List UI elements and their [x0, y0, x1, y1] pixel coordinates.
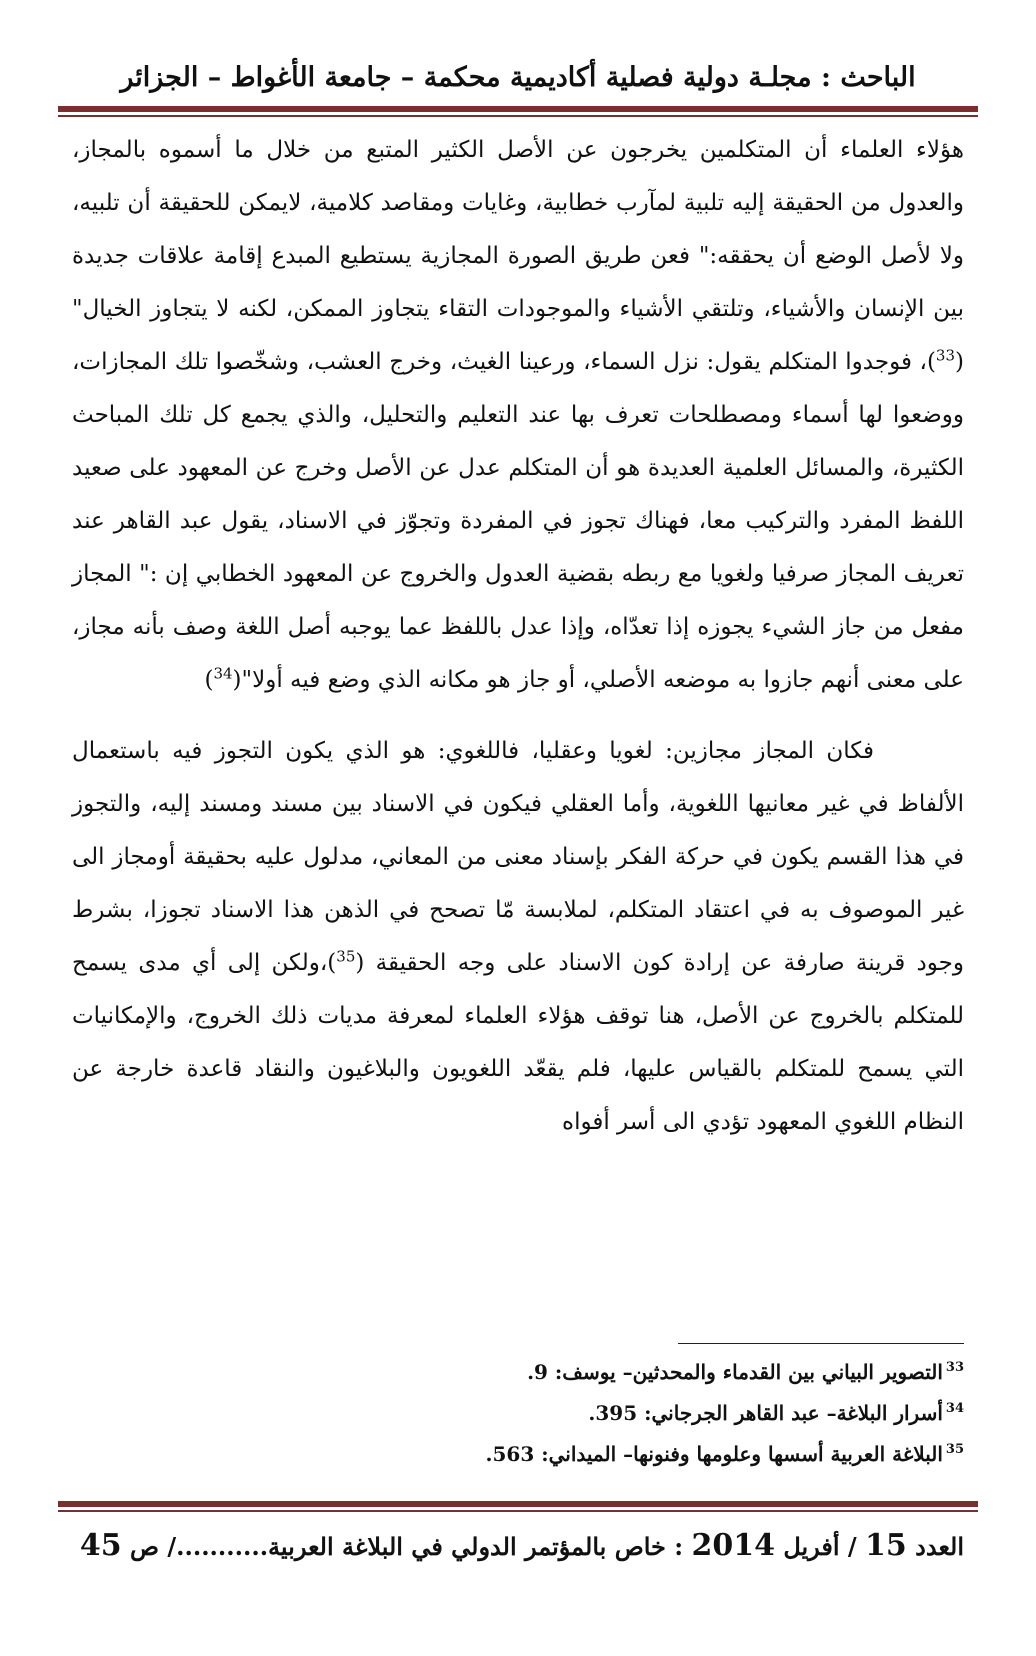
- header-rule-thick: [58, 106, 978, 112]
- footer-rule-thin: [58, 1510, 978, 1512]
- paragraph-2: [72, 725, 964, 1149]
- text-run: فكان المجاز مجازين: لغويا وعقليا، فاللغوي: هو الذي يكون التجوز فيه باستعمال الألفاظ في غير معانيها اللغوية، وأما العقلي فيكون في الاسناد بين مسند ومسند إليه، والتجوز في هذا القسم يكون في حركة الفكر بإسناد معنى من المعاني، مدلول عليه بحقيقة أومجاز الى غير الموصوف به في اعتقاد المتكلم، لملابسة مّا تصحح في الذهن هذا الاسناد تجوزا، بشرط وجود قرينة صارفة عن إرادة كون الاسناد على وجه الحقيقة (: [72, 738, 964, 976]
- footnote-reference[interactable]: 33: [935, 346, 956, 365]
- footnote-item: [72, 1393, 964, 1434]
- footnote-number: 35: [945, 1442, 964, 1458]
- footnote-item: [72, 1434, 964, 1475]
- journal-header: الباحث : مجلـة دولية فصلية أكاديمية محكمة – جامعة الأغواط – الجزائر: [120, 62, 916, 93]
- text-run: هؤلاء العلماء أن المتكلمين يخرجون عن الأصل الكثير المتبع من خلال ما أسموه بالمجاز، والعدول من الحقيقة إليه تلبية لمآرب خطابية، وغايات ومقاصد كلامية، لايمكن للحقيقة أن تلبيه، ولا لأصل الوضع أن يحققه:" فعن طريق الصورة المجازية يستطيع المبدع إقامة علاقات جديدة بين الإنسان والأشياء، وتلتقي الأشياء والموجودات التقاء يتجاوز الممكن، لكنه لا يتجاوز الخيال"(: [72, 137, 964, 375]
- footnote-text: التصوير البياني بين القدماء والمحدثين– يوسف: 9.: [527, 1360, 943, 1384]
- footnote-number: 33: [945, 1360, 964, 1376]
- text-run: )، فوجدوا المتكلم يقول: نزل السماء، ورعينا الغيث، وخرج العشب، وشخّصوا تلك المجازات، ووضعوا لها أسماء ومصطلحات تعرف بها عند التعليم والتحليل، والذي يجمع كل تلك المباحث الكثيرة، والمسائل العلمية العديدة هو أن المتكلم عدل عن الأصل وخرج عن المعهود على صعيد اللفظ المفرد والتركيب معا، فهناك تجوز في المفردة وتجوّز في الاسناد، يقول عبد القاهر عند تعريف المجاز صرفيا ولغويا مع ربطه بقضية العدول والخروج عن المعهود الخطابي إن :" المجاز مفعل من جاز الشيء يجوزه إذا تعدّاه، وإذا عدل باللفظ عما يوجبه أصل اللغة وصف بأنه مجاز، على معنى أنهم جازوا به موضعه الأصلي، أو جاز هو مكانه الذي وضع فيه أولا"(: [72, 349, 964, 693]
- footnote-text: أسرار البلاغة– عبد القاهر الجرجاني: 395.: [588, 1401, 943, 1425]
- text-run: )،ولكن إلى أي مدى يسمح للمتكلم بالخروج عن الأصل، هنا توقف هؤلاء العلماء لمعرفة مديات ذلك الخروج، والإمكانيات التي يسمح للمتكلم بالقياس عليها، فلم يقعّد اللغويون والبلاغيون والنقاد قاعدة خارجة عن النظام اللغوي المعهود تؤدي الى أسر أفواه: [72, 950, 964, 1135]
- footnote-reference[interactable]: 34: [213, 664, 233, 683]
- footnotes: [72, 1352, 964, 1475]
- issue-month: أفريل: [783, 1532, 840, 1561]
- footnote-number: 34: [945, 1401, 964, 1417]
- issue-label: العدد: [915, 1532, 964, 1561]
- page-footer: [72, 1528, 964, 1563]
- footnote-text: البلاغة العربية أسسها وعلومها وفنونها– الميداني: 563.: [485, 1442, 943, 1466]
- issue-year: 2014: [691, 1528, 775, 1563]
- article-body: [72, 124, 964, 1149]
- issue-number: 15: [865, 1528, 907, 1563]
- footnote-item: [72, 1352, 964, 1393]
- footer-rule-thick: [58, 1501, 978, 1507]
- page-number: 45: [79, 1528, 122, 1563]
- footnote-separator: [678, 1343, 964, 1344]
- header-rule-thin: [58, 115, 978, 117]
- special-issue-note: : خاص بالمؤتمر الدولي في البلاغة العربية.........../ ص: [130, 1532, 684, 1561]
- footer-separator: /: [847, 1532, 857, 1561]
- text-run: ): [204, 667, 214, 693]
- footnote-reference[interactable]: 35: [336, 947, 356, 966]
- paragraph-1: [72, 124, 964, 707]
